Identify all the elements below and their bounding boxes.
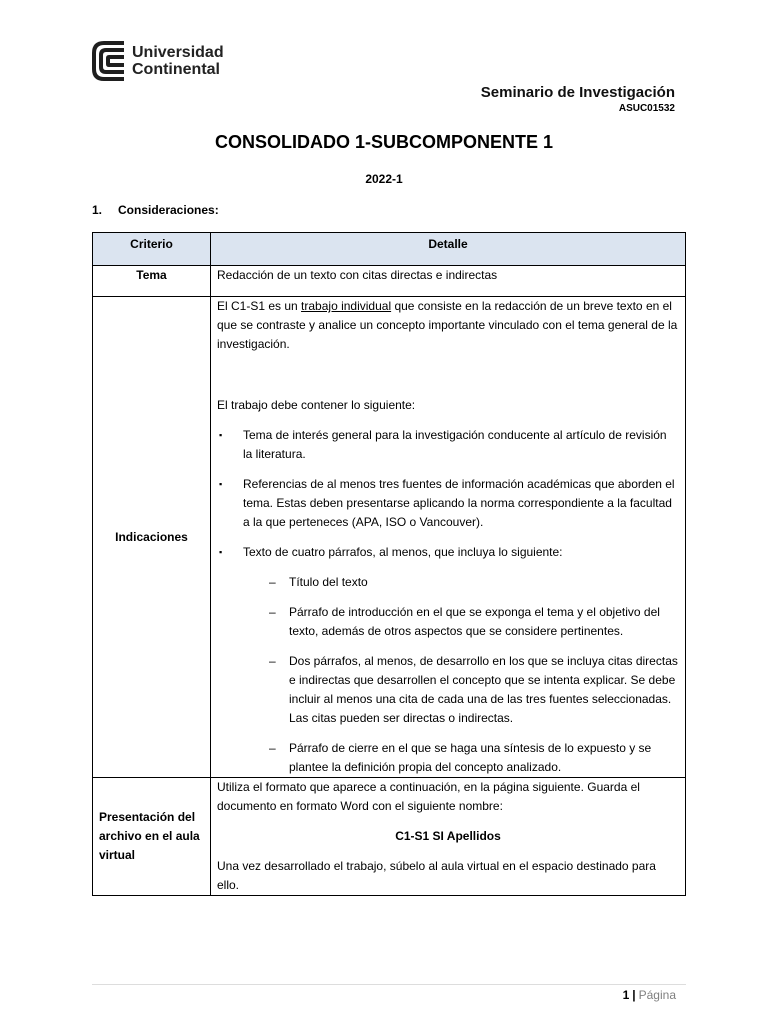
section-heading <box>92 203 219 217</box>
section-label: Consideraciones: <box>118 203 219 217</box>
logo-line-1: Universidad <box>132 44 224 61</box>
detail-presentacion <box>211 778 686 896</box>
considerations-table <box>92 232 686 896</box>
indicaciones-intro <box>217 297 679 354</box>
table-header-row <box>93 233 686 266</box>
sub-list-item: – Párrafo de cierre en el que se haga una síntesis de lo expuesto y se plantee la definición propia del concepto analizado. <box>217 739 679 777</box>
table-row <box>93 778 686 896</box>
list-item <box>217 543 679 777</box>
intro-underlined: trabajo individual <box>301 299 392 313</box>
table-row <box>93 297 686 778</box>
course-name: Seminario de Investigación <box>480 84 675 101</box>
list-item-text: Texto de cuatro párrafos, al menos, que incluya lo siguiente: <box>243 545 563 559</box>
sub-list-item: – Dos párrafos, al menos, de desarrollo en los que se incluya citas directas e indirectas que desarrollen el concepto que se intenta explicar. Se debe incluir al menos una cita de cada una de las tres fuentes seleccionadas. Las citas pueden ser directas o indirectas. <box>217 652 679 728</box>
page-label: Página <box>638 988 676 1002</box>
indicaciones-lead: El trabajo debe contener lo siguiente: <box>217 398 416 412</box>
university-logo <box>92 40 224 82</box>
list-item: ▪ Referencias de al menos tres fuentes de información académicas que aborden el tema. Estas deben presentarse aplicando la norma correspondiente a la facultad a la que perteneces (APA, ISO o Vancouver). <box>217 475 679 532</box>
page-number: 1 <box>622 988 630 1002</box>
sub-list-item: – Párrafo de introducción en el que se exponga el tema y el objetivo del texto, además de otros aspectos que se considere pertinentes. <box>217 603 679 641</box>
criterion-tema: Tema <box>93 266 211 297</box>
sub-requirements-list <box>217 573 679 777</box>
logo-line-2: Continental <box>132 61 220 78</box>
criterion-presentacion: Presentación del archivo en el aula virtual <box>93 778 211 896</box>
presentacion-paragraph-2: Una vez desarrollado el trabajo, súbelo al aula virtual en el espacio destinado para ello. <box>217 859 656 892</box>
presentacion-filename: C1-S1 SI Apellidos <box>395 829 501 843</box>
intro-text: El C1-S1 es un <box>217 299 302 313</box>
detail-tema: Redacción de un texto con citas directas e indirectas <box>211 266 686 297</box>
footer-separator: | <box>632 988 636 1002</box>
table-row <box>93 266 686 297</box>
header-detalle: Detalle <box>211 233 686 266</box>
presentacion-paragraph-1: Utiliza el formato que aparece a continuación, en la página siguiente. Guarda el documento en formato Word con el siguiente nombre: <box>217 780 640 813</box>
section-number: 1. <box>92 203 103 217</box>
requirements-list <box>217 426 679 777</box>
intro-text-after: que consiste en la redacción de un breve texto en el que se contraste y analice un concepto importante vinculado con el tema general de la investigación. <box>217 299 678 351</box>
detail-indicaciones <box>211 297 686 778</box>
course-code: ASUC01532 <box>618 103 675 114</box>
document-title: CONSOLIDADO 1-SUBCOMPONENTE 1 <box>214 132 554 152</box>
criterion-indicaciones: Indicaciones <box>93 297 211 778</box>
sub-list-item: – Título del texto <box>217 573 679 592</box>
university-emblem-icon <box>92 40 126 82</box>
document-year: 2022-1 <box>365 172 403 186</box>
course-header <box>481 84 675 114</box>
list-item: ▪ Tema de interés general para la investigación conducente al artículo de revisión la literatura. <box>217 426 679 464</box>
page-footer <box>623 988 676 1002</box>
footer-divider <box>92 984 686 985</box>
header-criterio: Criterio <box>93 233 211 266</box>
